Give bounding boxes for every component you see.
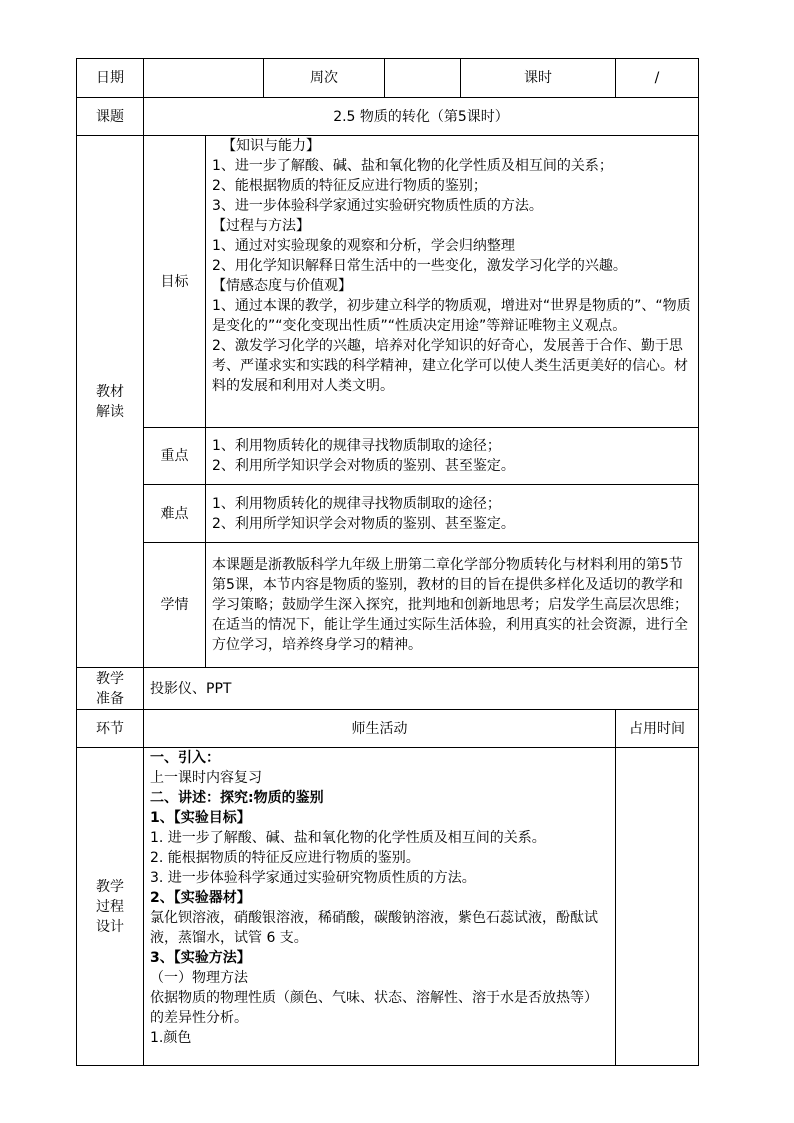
design-row xyxy=(77,748,699,1066)
design-content xyxy=(144,748,616,1066)
design-line: 1.颜色 xyxy=(150,1030,192,1046)
goals-line: 2、激发学习化学的兴趣，培养对化学知识的好奇心，发展善于合作、勤于思考、严谨求实和实践的科学精神，建立化学可以使人类生活更美好的信心。材料的发展和利用对人类文明。 xyxy=(212,338,688,394)
design-line: 3. 进一步体验科学家通过实验研究物质性质的方法。 xyxy=(150,870,476,886)
difficulty-line: 2、利用所学知识学会对物质的鉴别、甚至鉴定。 xyxy=(212,515,515,532)
process-header-row xyxy=(77,710,699,748)
design-line: 1、【实验目标】 xyxy=(150,810,251,826)
analysis-label-text: 教材解读 xyxy=(95,383,124,420)
date-label: 日期 xyxy=(77,59,144,98)
key-point-line: 2、利用所学知识学会对物质的鉴别、甚至鉴定。 xyxy=(212,458,515,474)
design-line: 3、【实验方法】 xyxy=(150,950,251,966)
goals-line: 2、用化学知识解释日常生活中的一些变化，激发学习化学的兴趣。 xyxy=(212,258,627,274)
key-points-content xyxy=(206,428,699,485)
goals-content xyxy=(206,136,699,428)
key-points-label: 重点 xyxy=(144,428,206,485)
goals-label: 目标 xyxy=(144,136,206,428)
date-value xyxy=(144,59,264,98)
goals-line: 2、能根据物质的特征反应进行物质的鉴别； xyxy=(212,178,487,194)
topic-row xyxy=(77,98,699,136)
design-line: 依据物质的物理性质（颜色、气味、状态、溶解性、溶于水是否放热等）的差异性分析。 xyxy=(150,990,598,1026)
activity-header: 师生活动 xyxy=(144,710,616,748)
learning-situation-row xyxy=(77,543,699,668)
design-line: 2、【实验器材】 xyxy=(150,890,251,906)
time-header: 占用时间 xyxy=(616,710,699,748)
week-label: 周次 xyxy=(264,59,385,98)
goals-line: 1、通过对实验现象的观察和分析，学会归纳整理 xyxy=(212,238,515,254)
difficulty-line: 1、利用物质转化的规律寻找物质制取的途径； xyxy=(212,495,501,512)
design-line: 2. 能根据物质的特征反应进行物质的鉴别。 xyxy=(150,850,420,866)
goals-line: 【情感态度与价值观】 xyxy=(212,278,352,294)
design-time xyxy=(616,748,699,1066)
goals-row xyxy=(77,136,699,428)
difficulties-label: 难点 xyxy=(144,485,206,543)
design-line: 1. 进一步了解酸、碱、盐和氧化物的化学性质及相互间的关系。 xyxy=(150,830,546,846)
design-line: 一、引入： xyxy=(150,750,220,766)
goals-line: 【知识与能力】 xyxy=(222,138,320,154)
goals-line: 1、进一步了解酸、碱、盐和氧化物的化学性质及相互间的关系； xyxy=(212,158,613,174)
topic-label: 课题 xyxy=(77,98,144,136)
key-point-line: 1、利用物质转化的规律寻找物质制取的途径； xyxy=(212,438,501,454)
preparation-value: 投影仪、PPT xyxy=(144,668,699,710)
preparation-label-text: 教学准备 xyxy=(95,670,124,707)
goals-line: 1、通过本课的教学，初步建立科学的物质观，增进对“世界是物质的”、“物质是变化的”“变化变现出性质”“性质决定用途”等辩证唯物主义观点。 xyxy=(212,298,691,334)
analysis-label xyxy=(77,136,144,668)
learning-situation-content: 本课题是浙教版科学九年级上册第二章化学部分物质转化与材料利用的第5节第5课，本节内容是物质的鉴别，教材的目的旨在提供多样化及适切的教学和学习策略；鼓励学生深入探究，批判地和创新地思考；启发学生高层次思维；在适当的情况下，能让学生通过实际生活体验，利用真实的社会资源，进行全方位学习，培养终身学习的精神。 xyxy=(206,543,699,668)
lesson-plan-table xyxy=(76,58,699,1066)
header-row xyxy=(77,59,699,98)
topic-value: 2.5 物质的转化（第5课时） xyxy=(144,98,699,136)
difficulties-content xyxy=(206,485,699,543)
stage-header: 环节 xyxy=(77,710,144,748)
goals-line: 3、进一步体验科学家通过实验研究物质性质的方法。 xyxy=(212,198,543,214)
learning-situation-label: 学情 xyxy=(144,543,206,668)
key-points-row xyxy=(77,428,699,485)
difficulties-row xyxy=(77,485,699,543)
goals-line: 【过程与方法】 xyxy=(212,218,310,234)
period-value: / xyxy=(616,59,699,98)
preparation-label xyxy=(77,668,144,710)
period-label: 课时 xyxy=(461,59,616,98)
preparation-row xyxy=(77,668,699,710)
design-line: 氯化钡溶液，硝酸银溶液，稀硝酸，碳酸钠溶液，紫色石蕊试液，酚酞试液，蒸馏水，试管 6 支。 xyxy=(150,910,598,946)
design-line: 上一课时内容复习 xyxy=(150,770,262,786)
design-line: 二、讲述：探究:物质的鉴别 xyxy=(150,790,324,806)
week-value xyxy=(385,59,461,98)
design-label xyxy=(77,748,144,1066)
design-line: （一）物理方法 xyxy=(150,970,248,986)
design-label-text: 教学过程设计 xyxy=(95,878,124,935)
